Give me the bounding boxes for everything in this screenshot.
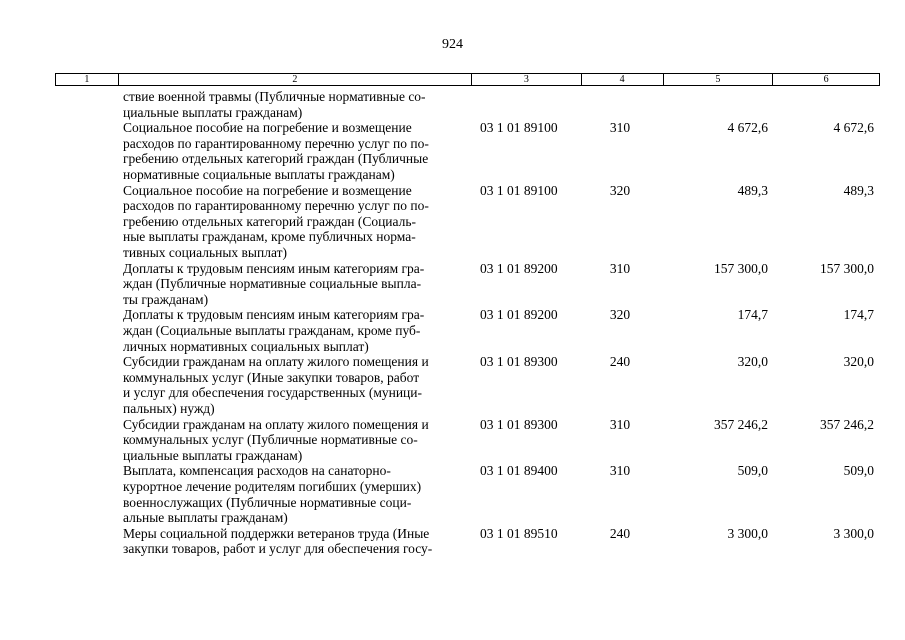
description-line: Социальное пособие на погребение и возмещение [123,120,412,136]
amount-col-5: 489,3 [737,182,768,198]
description-line: коммунальных услуг (Иные закупки товаров, работ [123,369,420,385]
description-line: пальных) нужд) [123,400,215,416]
expense-type: 320 [609,182,631,198]
target-code: 03 1 01 89200 [480,260,558,276]
amount-col-5: 509,0 [737,463,768,479]
description-line: расходов по гарантированному перечню услуг по по- [123,198,429,214]
expense-type: 310 [609,120,631,136]
description-line: ствие военной травмы (Публичные нормативные со- [123,89,426,104]
description-line: циальные выплаты гражданам) [123,447,303,463]
amount-col-6: 320,0 [843,354,874,370]
row-description [123,463,473,525]
amount-col-5: 320,0 [737,354,768,370]
row-description [123,183,473,261]
description-line: Субсидии гражданам на оплату жилого помещения и [123,354,429,370]
description-line: военнослужащих (Публичные нормативные соци- [123,494,412,510]
description-line: закупки товаров, работ и услуг для обеспечения госу- [123,541,433,557]
row-description [123,354,473,416]
amount-col-6: 157 300,0 [820,260,874,276]
description-line: ждан (Публичные нормативные социальные выпла- [123,276,422,292]
target-code: 03 1 01 89400 [480,463,558,479]
expense-type: 320 [609,307,631,323]
column-header-1: 1 [56,74,119,85]
amount-col-5: 157 300,0 [714,260,768,276]
description-line: ты гражданам) [123,291,209,307]
amount-col-5: 357 246,2 [714,416,768,432]
target-code: 03 1 01 89100 [480,182,558,198]
amount-col-5: 4 672,6 [727,120,768,136]
table-row [0,354,905,416]
description-line: коммунальных услуг (Публичные нормативные со- [123,432,418,448]
description-line: и услуг для обеспечения государственных (муници- [123,385,423,401]
target-code: 03 1 01 89510 [480,525,558,541]
column-header-6: 6 [823,74,829,85]
table-row [0,526,905,557]
row-description [123,526,473,557]
description-line: курортное лечение родителям погибших (умерших) [123,478,422,494]
expense-type: 310 [609,463,631,479]
table-row [0,417,905,464]
column-header-3: 3 [472,74,582,85]
table-row [0,463,905,525]
amount-col-6: 3 300,0 [833,525,874,541]
table-row [0,120,905,182]
description-line: Социальное пособие на погребение и возмещение [123,182,412,198]
table-row [0,183,905,261]
row-description [123,261,473,308]
row-description [123,307,473,354]
amount-col-6: 4 672,6 [833,120,874,136]
amount-col-5: 3 300,0 [727,525,768,541]
page-number: 924 [442,37,463,52]
expense-type: 240 [609,525,631,541]
description-line: Доплаты к трудовым пенсиям иным категориям гра- [123,260,425,276]
amount-col-5: 174,7 [737,307,768,323]
target-code: 03 1 01 89300 [480,416,558,432]
amount-col-6: 509,0 [843,463,874,479]
description-line: гребению отдельных категорий граждан (Социаль- [123,213,417,229]
row-description [123,417,473,464]
column-header-5: 5 [664,74,774,85]
description-line: ждан (Социальные выплаты гражданам, кроме пуб- [123,322,421,338]
description-line: личных нормативных социальных выплат) [123,338,369,354]
description-line: Меры социальной поддержки ветеранов труда (Иные [123,525,430,541]
expense-type: 310 [609,416,631,432]
column-header-2: 2 [119,74,472,85]
description-line: расходов по гарантированному перечню услуг по по- [123,135,429,151]
description-line: Субсидии гражданам на оплату жилого помещения и [123,416,429,432]
table-row [0,261,905,308]
target-code: 03 1 01 89100 [480,120,558,136]
table-header [55,73,880,86]
target-code: 03 1 01 89200 [480,307,558,323]
table-row [0,89,905,120]
amount-col-6: 357 246,2 [820,416,874,432]
row-description [123,120,473,182]
description-line: циальные выплаты гражданам) [123,104,303,120]
amount-col-6: 174,7 [843,307,874,323]
row-description [123,89,473,120]
description-line: ные выплаты гражданам, кроме публичных норма- [123,229,416,245]
expense-type: 310 [609,260,631,276]
column-header-4: 4 [582,74,664,85]
description-line: Выплата, компенсация расходов на санаторно- [123,463,391,479]
description-line: Доплаты к трудовым пенсиям иным категориям гра- [123,307,425,323]
table-row [0,307,905,354]
target-code: 03 1 01 89300 [480,354,558,370]
expense-type: 240 [609,354,631,370]
description-line: тивных социальных выплат) [123,244,287,260]
description-line: альные выплаты гражданам) [123,510,288,526]
description-line: нормативные социальные выплаты гражданам) [123,166,395,182]
description-line: гребению отдельных категорий граждан (Публичные [123,151,429,167]
amount-col-6: 489,3 [843,182,874,198]
table-body [0,89,905,557]
